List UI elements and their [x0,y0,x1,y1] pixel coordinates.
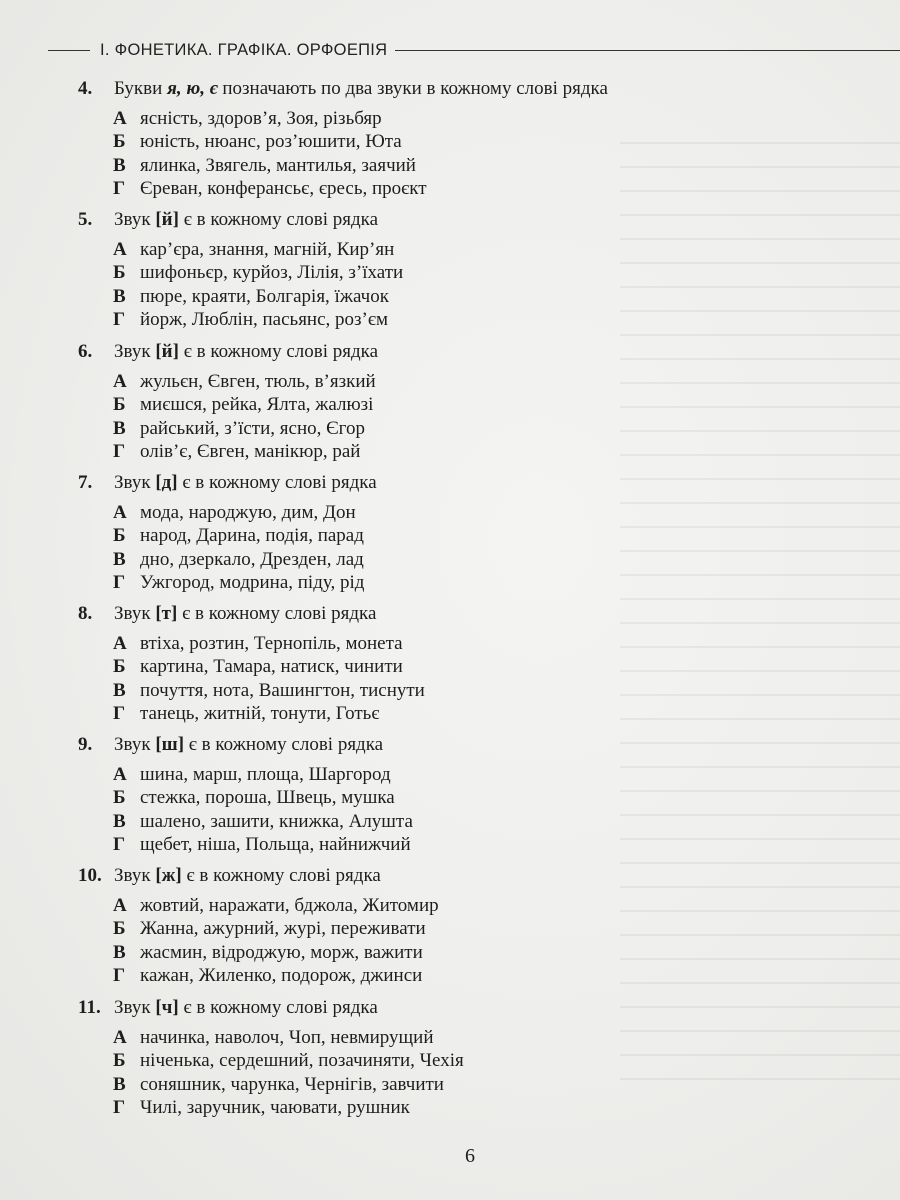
question-10 [78,865,439,987]
answer-option-v[interactable]: В ялинка, Звягель, мантилья, заячий [113,154,416,176]
answer-option-h[interactable]: Г Ужгород, модрина, піду, рід [113,571,365,593]
question-prompt: Букви я, ю, є позначають по два звуки в кожному слові рядка [114,78,608,99]
page-number: 6 [465,1145,475,1167]
answer-options [113,1026,464,1119]
answer-option-b[interactable]: Б миєшся, рейка, Ялта, жалюзі [113,394,374,416]
answer-options [113,501,377,594]
question-number: 11. [78,997,101,1018]
question-7 [78,472,377,594]
header-rule-left [48,50,90,51]
question-8 [78,603,425,725]
answer-option-b[interactable]: Б картина, Тамара, натиск, чинити [113,656,403,678]
answer-option-a[interactable]: А начинка, наволоч, Чоп, невмирущий [113,1027,434,1048]
answer-option-b[interactable]: Б шифоньєр, курйоз, Лілія, з’їхати [113,262,404,284]
question-prompt: Звук [ч] є в кожному слові рядка [114,997,378,1018]
question-number: 6. [78,341,93,362]
question-number: 5. [78,209,93,230]
question-number: 7. [78,472,93,493]
answer-option-h[interactable]: Г олів’є, Євген, манікюр, рай [113,440,361,462]
answer-option-v[interactable]: В жасмин, відроджую, морж, важити [113,941,423,963]
answer-option-b[interactable]: Б Жанна, ажурний, журі, переживати [113,918,426,940]
answer-option-h[interactable]: Г Чилі, заручник, чаювати, рушник [113,1096,410,1118]
section-title: І. ФОНЕТИКА. ГРАФІКА. ОРФОЕПІЯ [100,40,388,59]
answer-option-h[interactable]: Г танець, житній, тонути, Готьє [113,702,380,724]
answer-option-b[interactable]: Б народ, Дарина, подія, парад [113,525,364,547]
answer-option-a[interactable]: А ясність, здоров’я, Зоя, різьбяр [113,108,382,129]
answer-option-v[interactable]: В соняшник, чарунка, Чернігів, завчити [113,1073,444,1095]
question-prompt: Звук [т] є в кожному слові рядка [114,603,377,624]
question-9 [78,734,413,856]
question-number: 9. [78,734,93,755]
question-prompt: Звук [й] є в кожному слові рядка [114,209,379,230]
answer-option-b[interactable]: Б юність, нюанс, роз’юшити, Юта [113,131,402,153]
answer-option-v[interactable]: В почуття, нота, Вашингтон, тиснути [113,679,425,701]
answer-option-a[interactable]: А шина, марш, площа, Шаргород [113,764,391,785]
question-prompt: Звук [ж] є в кожному слові рядка [114,865,381,886]
answer-option-v[interactable]: В дно, дзеркало, Дрезден, лад [113,548,364,570]
question-number: 8. [78,603,93,624]
answer-option-v[interactable]: В райський, з’їсти, ясно, Єгор [113,417,365,439]
answer-option-h[interactable]: Г кажан, Жиленко, подорож, джинси [113,964,423,986]
answer-option-v[interactable]: В шалено, зашити, книжка, Алушта [113,810,413,832]
answer-option-v[interactable]: В пюре, краяти, Болгарія, їжачок [113,285,389,307]
answer-option-b[interactable]: Б ніченька, сердешний, позачиняти, Чехія [113,1050,464,1072]
question-number: 4. [78,78,93,99]
question-number: 10. [78,865,102,886]
answer-options [113,632,425,725]
answer-options [113,370,378,463]
answer-option-a[interactable]: А втіха, розтин, Тернопіль, монета [113,633,403,654]
question-prompt: Звук [ш] є в кожному слові рядка [114,734,384,755]
answer-option-a[interactable]: А кар’єра, знання, магній, Кир’ян [113,239,395,260]
header-rule-right [395,50,900,51]
answer-option-h[interactable]: Г щебет, ніша, Польща, найнижчий [113,833,411,855]
question-prompt: Звук [й] є в кожному слові рядка [114,341,379,362]
question-11 [78,997,464,1119]
answer-options [113,238,403,331]
answer-options [113,107,608,200]
answer-options [113,763,413,856]
bleed-through-text [620,120,900,1100]
answer-option-a[interactable]: А жульєн, Євген, тюль, в’язкий [113,371,376,392]
question-5 [78,209,403,331]
answer-options [113,894,439,987]
question-4 [78,78,608,200]
answer-option-a[interactable]: А мода, народжую, дим, Дон [113,502,356,523]
running-header [48,38,900,62]
question-prompt: Звук [д] є в кожному слові рядка [114,472,377,493]
answer-option-a[interactable]: А жовтий, наражати, бджола, Житомир [113,895,439,916]
answer-option-b[interactable]: Б стежка, пороша, Швець, мушка [113,787,395,809]
answer-option-h[interactable]: Г йорж, Люблін, пасьянс, роз’єм [113,308,389,330]
question-6 [78,341,378,463]
answer-option-h[interactable]: Г Єреван, конферансьє, єресь, проєкт [113,177,427,199]
